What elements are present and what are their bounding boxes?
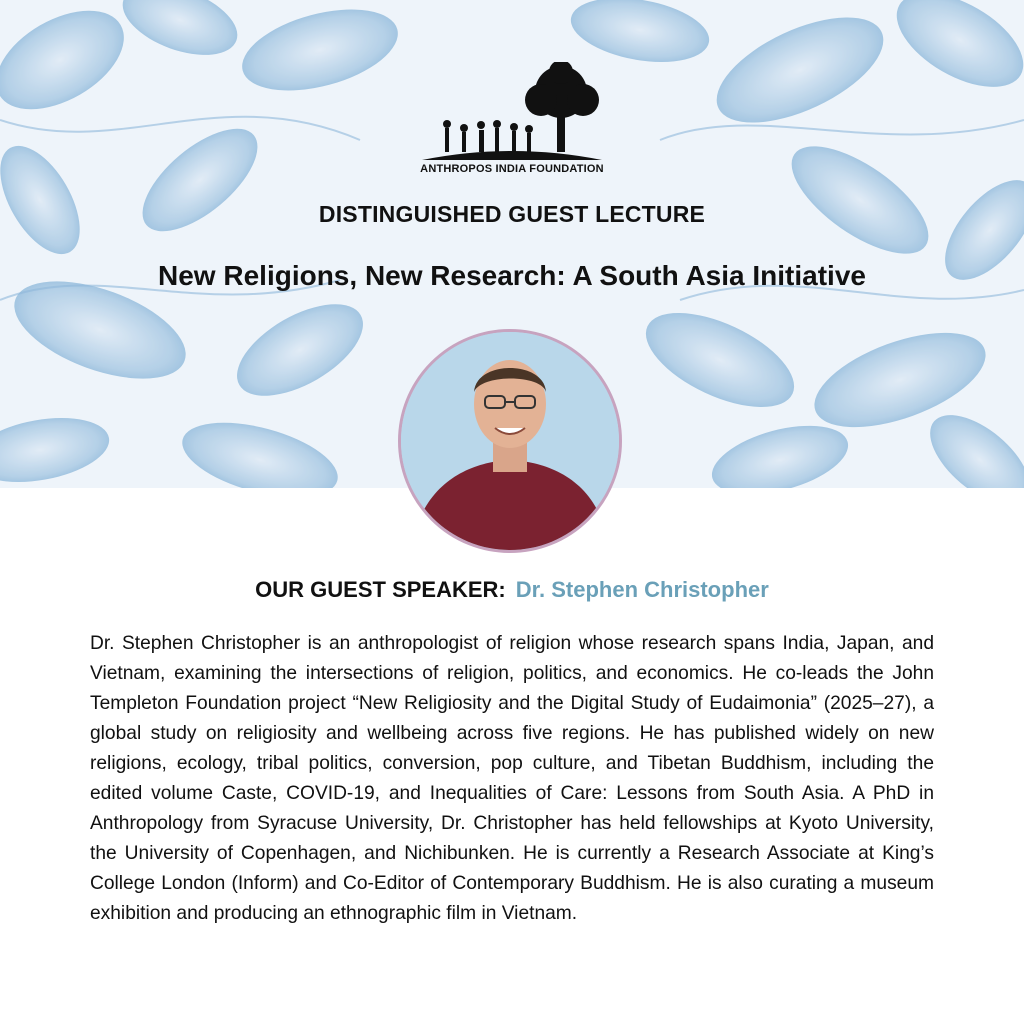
guest-speaker-label: OUR GUEST SPEAKER: [255,577,506,602]
speaker-bio: Dr. Stephen Christopher is an anthropologist of religion whose research spans India, Japan, and Vietnam, examining the intersections of religion, politics, and economics. He co-leads the John Templeton Foundation project “New Religiosity and the Digital Study of Eudaimonia” (2025–27), a global study on religiosity and wellbeing across five regions. He has published widely on new religions, ecology, tribal politics, conversion, pop culture, and Tibetan Buddhism, including the edited volume Caste, COVID-19, and Inequalities of Care: Lessons from South Asia. A PhD in Anthropology from Syracuse University, Dr. Christopher has held fellowships at Kyoto University, the University of Copenhagen, and Nichibunken. He is currently a Research Associate at King’s College London (Inform) and Co-Editor of Contemporary Buddhism. He is also curating a museum exhibition and producing an ethnographic film in Vietnam. [90,633,934,924]
speaker-photo [401,332,619,550]
foundation-name: ANTHROPOS INDIA FOUNDATION [420,163,604,175]
lecture-kicker: DISTINGUISHED GUEST LECTURE [318,201,706,227]
speaker-heading [0,577,1024,603]
foundation-logo [412,62,612,180]
speaker-portrait [398,329,622,553]
lecture-title: New Religions, New Research: A South Asia Initiative [158,260,866,291]
tree-and-people-silhouette-icon [417,62,607,162]
speaker-name: Dr. Stephen Christopher [515,577,769,602]
